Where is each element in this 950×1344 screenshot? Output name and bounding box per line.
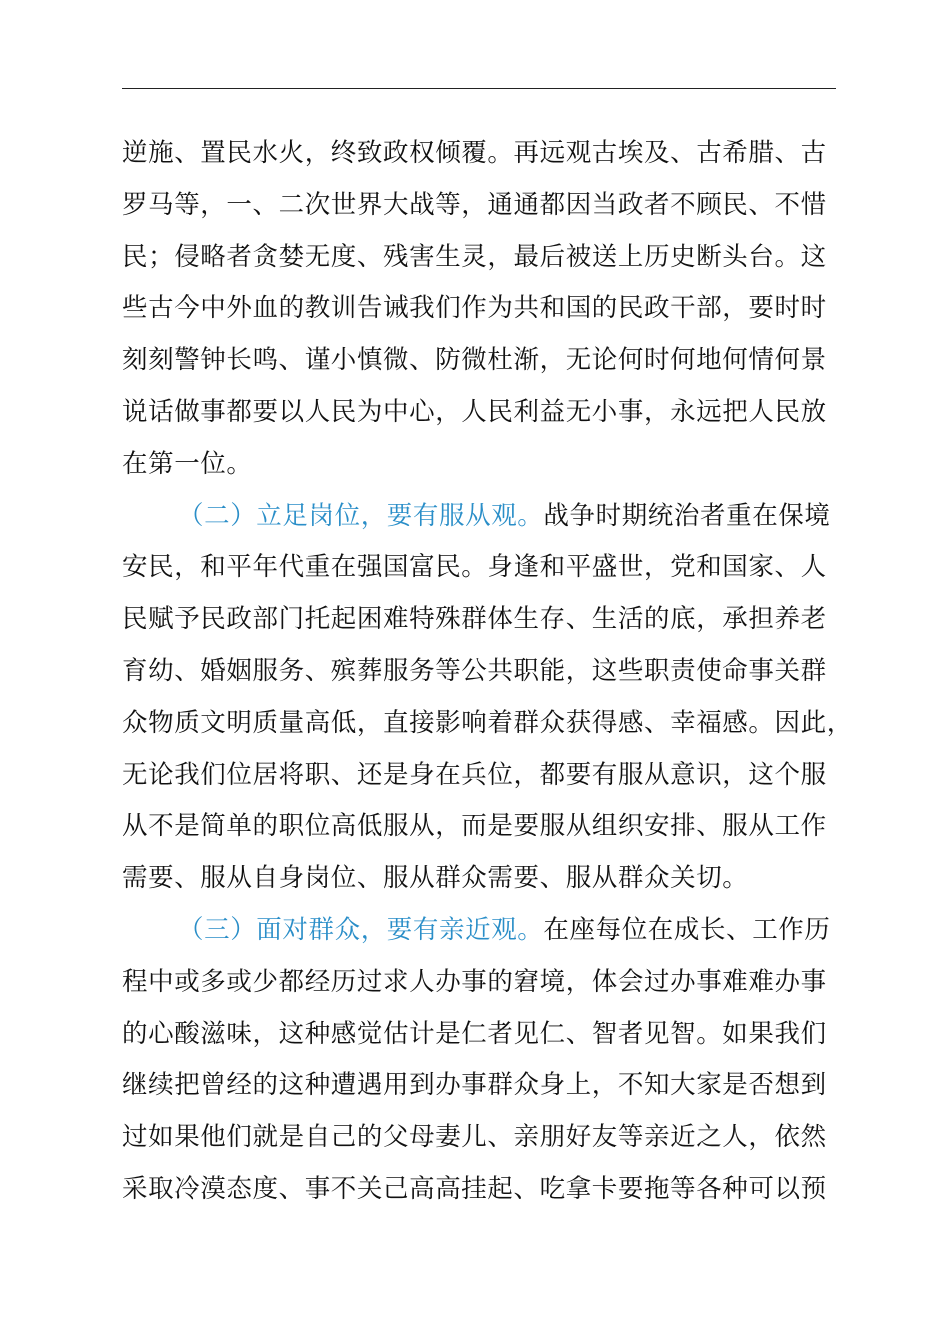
paragraph-1 (122, 128, 836, 491)
text-line: 无论我们位居将职、还是身在兵位，都要有服从意识，这个服 (122, 759, 827, 790)
document-body (122, 128, 853, 1216)
text-line: 说话做事都要以人民为中心，人民利益无小事，永远把人民放 (122, 396, 827, 427)
text-line: 刻刻警钟长鸣、谨小慎微、防微杜渐，无论何时何地何情何景 (122, 345, 827, 376)
text-line: 需要、服从自身岗位、服从群众需要、服从群众关切。 (122, 863, 749, 894)
text-line: 程中或多或少都经历过求人办事的窘境，体会过办事难难办事 (122, 966, 827, 997)
text-line: 育幼、婚姻服务、殡葬服务等公共职能，这些职责使命事关群 (122, 655, 827, 686)
text-line (122, 491, 836, 543)
text-line: 安民，和平年代重在强国富民。身逢和平盛世，党和国家、人 (122, 552, 827, 583)
text-line: 罗马等，一、二次世界大战等，通通都因当政者不顾民、不惜 (122, 189, 827, 220)
paragraph-2 (122, 491, 853, 905)
text-run: 战争时期统治者重在保境 (543, 500, 831, 531)
text-line: 继续把曾经的这种遭遇用到办事群众身上，不知大家是否想到 (122, 1070, 827, 1101)
text-line: 过如果他们就是自己的父母妻儿、亲朋好友等亲近之人，依然 (122, 1122, 827, 1153)
header-rule (122, 88, 836, 89)
text-line (122, 905, 836, 957)
paragraph-3 (122, 905, 836, 1216)
text-line: 民赋予民政部门托起困难特殊群体生存、生活的底，承担养老 (122, 604, 827, 635)
text-line: 在第一位。 (122, 448, 253, 479)
text-line: 从不是简单的职位高低服从，而是要服从组织安排、服从工作 (122, 811, 827, 842)
section-heading: （三）面对群众，要有亲近观。 (178, 914, 544, 945)
text-line: 些古今中外血的教训告诫我们作为共和国的民政干部，要时时 (122, 293, 827, 324)
text-line: 逆施、置民水火，终致政权倾覆。再远观古埃及、古希腊、古 (122, 138, 827, 168)
section-heading: （二）立足岗位，要有服从观。 (178, 500, 544, 531)
text-line: 众物质文明质量高低，直接影响着群众获得感、幸福感。因此， (122, 707, 853, 738)
text-line: 民；侵略者贪婪无度、残害生灵，最后被送上历史断头台。这 (122, 241, 827, 272)
text-line: 的心酸滋味，这种感觉估计是仁者见仁、智者见智。如果我们 (122, 1018, 827, 1049)
text-run: 在座每位在成长、工作历 (543, 914, 831, 945)
text-line: 采取冷漠态度、事不关己高高挂起、吃拿卡要拖等各种可以预 (122, 1173, 827, 1204)
